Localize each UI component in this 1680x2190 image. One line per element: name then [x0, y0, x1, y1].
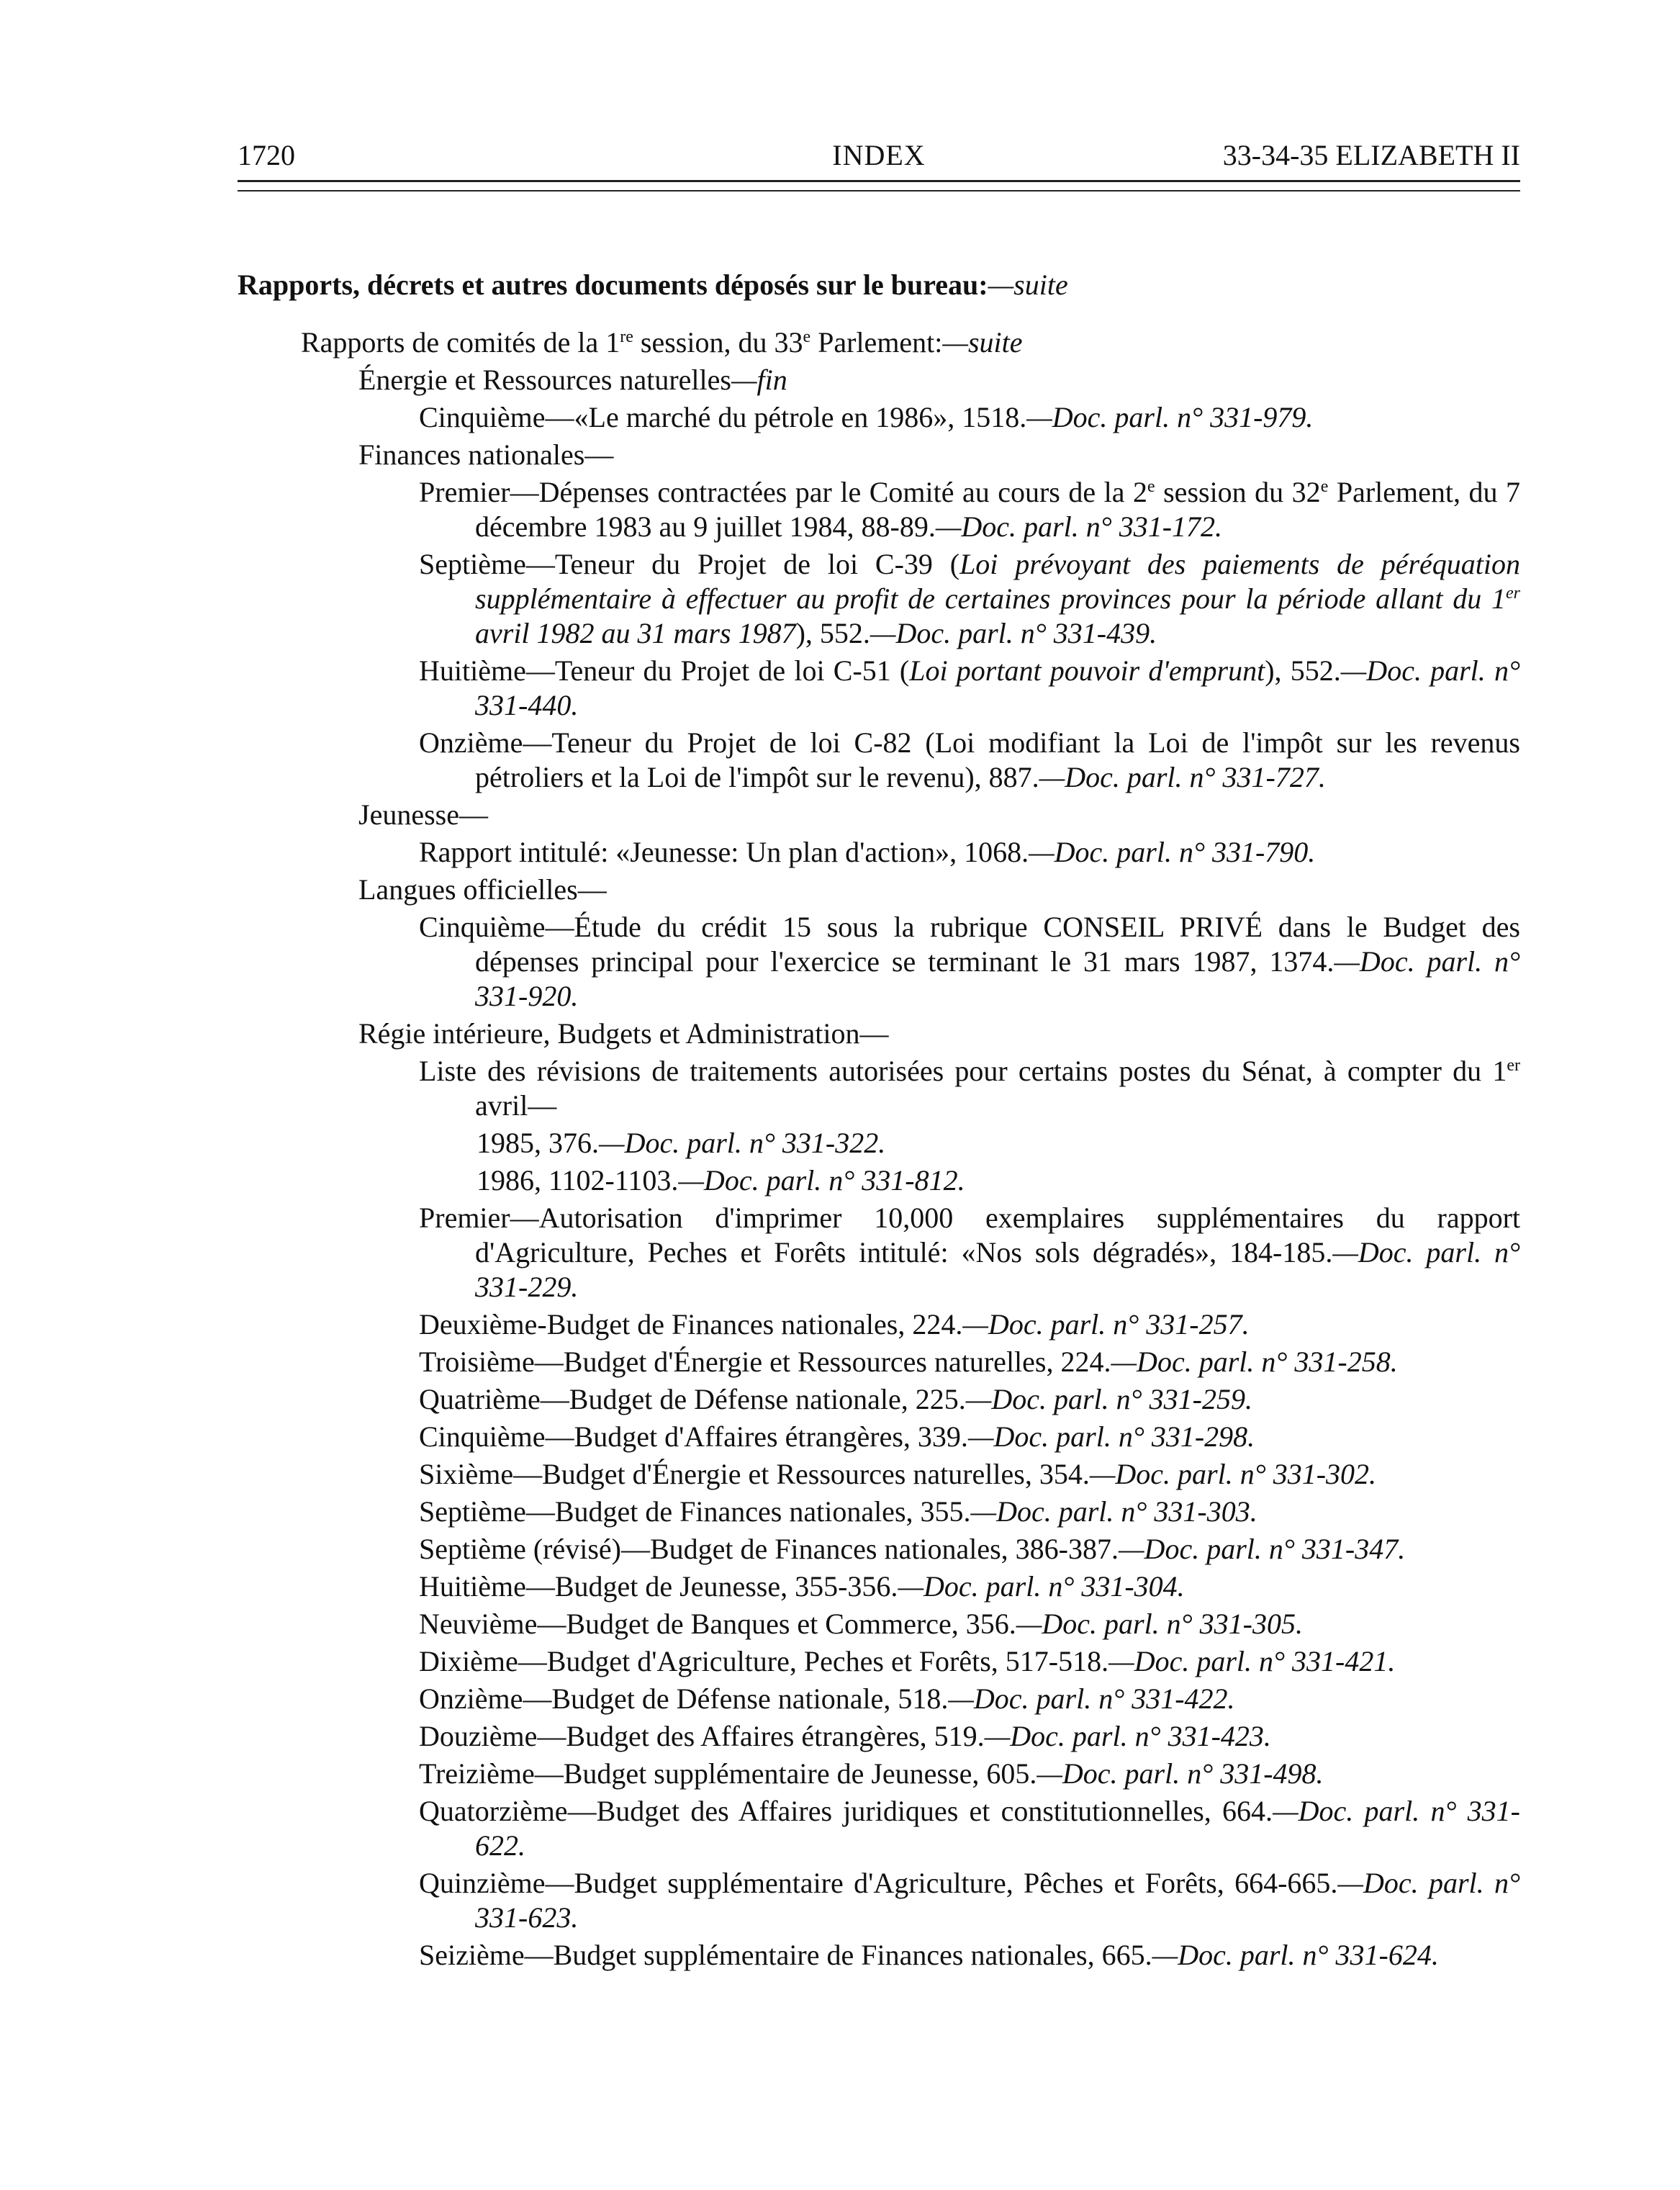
index-entry [238, 1682, 1520, 1716]
entry-text: —Doc. parl. n° 331-622. [475, 1795, 1521, 1862]
entry-text: Liste des révisions de traitements autorisées pour certains postes du Sénat, à compter du 1 [419, 1055, 1507, 1087]
index-entry [238, 325, 1520, 360]
entry-text: —suite [942, 326, 1023, 359]
entry-text: session, du 33 [633, 326, 803, 359]
entry-text: Jeunesse— [358, 798, 488, 831]
entry-text: —Doc. parl. n° 331-812. [678, 1164, 965, 1197]
entry-text: —Doc. parl. n° 331-257. [962, 1308, 1250, 1340]
entry-text: Cinquième—«Le marché du pétrole en 1986», 1518. [419, 401, 1027, 433]
index-entry [238, 1794, 1520, 1863]
entry-text: —Doc. parl. n° 331-623. [475, 1867, 1520, 1934]
entry-text: avril 1982 au 31 mars 1987 [475, 617, 796, 649]
index-entry [238, 1307, 1520, 1342]
entry-text: er [1506, 584, 1520, 603]
entry-text: session du 32 [1155, 476, 1321, 508]
entry-text: —Doc. parl. n° 331-727. [1039, 761, 1326, 793]
entry-text: Quatrième—Budget de Défense nationale, 225. [419, 1383, 966, 1415]
section-heading [238, 265, 1068, 305]
entry-text: 1986, 1102-1103. [477, 1164, 679, 1197]
entry-text: Seizième—Budget supplémentaire de Finances nationales, 665. [419, 1939, 1152, 1971]
entry-text: —Doc. parl. n° 331-302. [1089, 1458, 1377, 1490]
index-entry [238, 873, 1520, 907]
entry-text: e [1320, 477, 1329, 496]
index-entry [238, 1126, 1520, 1161]
index-entry [238, 1201, 1520, 1304]
header-rule-bottom [238, 190, 1520, 191]
entry-text: —Doc. parl. n° 331-259. [965, 1383, 1252, 1415]
entry-text: —Doc. parl. n° 331-439. [870, 617, 1157, 649]
entry-text: Langues officielles— [358, 873, 607, 906]
entry-text: —Doc. parl. n° 331-305. [1016, 1608, 1303, 1640]
entry-text: Premier—Autorisation d'imprimer 10,000 exemplaires supplémentaires du rapport d'Agriculture, Peches et Forêts intitulé: «Nos sols dégradés», 184-185. [419, 1202, 1520, 1269]
entry-text: ), 552. [795, 617, 870, 649]
index-entry [238, 1719, 1520, 1754]
index-entry [238, 726, 1520, 795]
index-entry [238, 1607, 1520, 1641]
section-heading-suffix: —suite [988, 269, 1068, 301]
entry-text: —fin [731, 364, 787, 396]
index-entry [238, 1644, 1520, 1679]
entry-text: —Doc. parl. n° 331-303. [970, 1495, 1257, 1528]
entry-text: Régie intérieure, Budgets et Administration— [358, 1017, 889, 1050]
entry-text: Treizième—Budget supplémentaire de Jeunesse, 605. [419, 1757, 1037, 1790]
entry-text: —Doc. parl. n° 331-298. [967, 1420, 1255, 1453]
entry-text: avril— [475, 1089, 557, 1122]
index-entry [238, 363, 1520, 397]
entry-text: Onzième—Budget de Défense nationale, 518. [419, 1682, 949, 1715]
entry-text: —Doc. parl. n° 331-624. [1152, 1939, 1439, 1971]
entry-text: Huitième—Teneur du Projet de loi C-51 ( [419, 654, 910, 687]
index-entry [238, 1163, 1520, 1198]
index-entry [238, 1532, 1520, 1567]
index-entry [238, 1866, 1520, 1935]
entry-text: Quinzième—Budget supplémentaire d'Agriculture, Pêches et Forêts, 664-665. [419, 1867, 1338, 1899]
index-entry [238, 475, 1520, 544]
entry-text: Premier—Dépenses contractées par le Comité au cours de la 2 [419, 476, 1147, 508]
index-entry [238, 1382, 1520, 1417]
entry-text: Onzième—Teneur du Projet de loi C-82 (Loi modifiant la Loi de l'impôt sur les revenus pétroliers et la Loi de l'impôt sur le revenu), 887. [419, 726, 1520, 793]
index-entry [238, 547, 1520, 651]
entry-text: Huitième—Budget de Jeunesse, 355-356. [419, 1570, 898, 1603]
entry-text: Dixième—Budget d'Agriculture, Peches et Forêts, 517-518. [419, 1645, 1109, 1677]
volume-label: 33-34-35 ELIZABETH II [1222, 139, 1520, 171]
entry-text: e [1147, 477, 1155, 496]
entry-text: Quatorzième—Budget des Affaires juridiques et constitutionnelles, 664. [419, 1795, 1273, 1827]
index-entry [238, 654, 1520, 723]
section-heading-text: Rapports, décrets et autres documents déposés sur le bureau: [238, 269, 988, 301]
entry-text: Énergie et Ressources naturelles [358, 364, 731, 396]
entry-text: Troisième—Budget d'Énergie et Ressources naturelles, 224. [419, 1346, 1111, 1378]
index-entry [238, 1495, 1520, 1529]
entry-text: 1985, 376. [477, 1127, 599, 1159]
entry-text: Deuxième-Budget de Finances nationales, 224. [419, 1308, 963, 1340]
entry-text: Septième—Budget de Finances nationales, 355. [419, 1495, 971, 1528]
running-header [238, 135, 1520, 176]
entry-text: Sixième—Budget d'Énergie et Ressources naturelles, 354. [419, 1458, 1090, 1490]
page-number: 1720 [238, 139, 295, 171]
entry-text: —Doc. parl. n° 331-498. [1037, 1757, 1324, 1790]
index-entry [238, 1457, 1520, 1492]
entry-text: e [803, 328, 811, 346]
index-entry [238, 1757, 1520, 1791]
index-entry [238, 1938, 1520, 1973]
entry-text: Douzième—Budget des Affaires étrangères, 519. [419, 1720, 985, 1752]
entry-text: —Doc. parl. n° 331-979. [1026, 401, 1314, 433]
entry-text: Rapports de comités de la 1 [301, 326, 620, 359]
entry-text: —Doc. parl. n° 331-347. [1118, 1533, 1406, 1565]
entry-text: —Doc. parl. n° 331-920. [475, 945, 1520, 1012]
entry-text: —Doc. parl. n° 331-322. [599, 1127, 886, 1159]
entry-text: —Doc. parl. n° 331-790. [1029, 836, 1316, 868]
entry-text: —Doc. parl. n° 331-229. [475, 1236, 1520, 1303]
entry-text: Parlement, du 7 décembre 1983 au 9 juillet 1984, 88-89. [475, 476, 1520, 543]
entry-text: —Doc. parl. n° 331-258. [1111, 1346, 1398, 1378]
entry-text: Septième—Teneur du Projet de loi C-39 ( [419, 548, 960, 580]
header-rule-top [238, 180, 1520, 182]
entry-text: Rapport intitulé: «Jeunesse: Un plan d'action», 1068. [419, 836, 1029, 868]
running-title: INDEX [832, 139, 926, 171]
entry-text: Parlement: [810, 326, 943, 359]
entry-text: Neuvième—Budget de Banques et Commerce, 356. [419, 1608, 1016, 1640]
index-entry [238, 438, 1520, 472]
entry-text: —Doc. parl. n° 331-304. [898, 1570, 1185, 1603]
index-entries [238, 325, 1520, 1975]
entry-text: Cinquième—Étude du crédit 15 sous la rubrique CONSEIL PRIVÉ dans le Budget des dépenses principal pour l'exercice se terminant le 31 mars 1987, 1374. [419, 911, 1520, 978]
index-entry [238, 1345, 1520, 1379]
index-entry [238, 1420, 1520, 1454]
entry-text: ), 552. [1265, 654, 1341, 687]
entry-text: —Doc. parl. n° 331-172. [935, 510, 1223, 543]
entry-text: —Doc. parl. n° 331-421. [1108, 1645, 1396, 1677]
entry-text: Septième (révisé)—Budget de Finances nationales, 386-387. [419, 1533, 1119, 1565]
entry-text: Loi portant pouvoir d'emprunt [909, 654, 1265, 687]
entry-text: —Doc. parl. n° 331-423. [984, 1720, 1271, 1752]
entry-text: Loi prévoyant des paiements de péréquation supplémentaire à effectuer au profit de certaines provinces pour la période allant du 1 [475, 548, 1520, 615]
entry-text: —Doc. parl. n° 331-422. [948, 1682, 1235, 1715]
index-entry [238, 400, 1520, 435]
index-entry [238, 798, 1520, 832]
index-entry [238, 1054, 1520, 1123]
entry-text: er [1507, 1056, 1520, 1075]
index-entry [238, 910, 1520, 1014]
index-entry [238, 1569, 1520, 1604]
index-entry [238, 835, 1520, 870]
entry-text: re [620, 328, 633, 346]
entry-text: Finances nationales— [358, 438, 614, 471]
entry-text: Cinquième—Budget d'Affaires étrangères, 339. [419, 1420, 968, 1453]
entry-text: —Doc. parl. n° 331-440. [475, 654, 1520, 721]
index-entry [238, 1017, 1520, 1051]
